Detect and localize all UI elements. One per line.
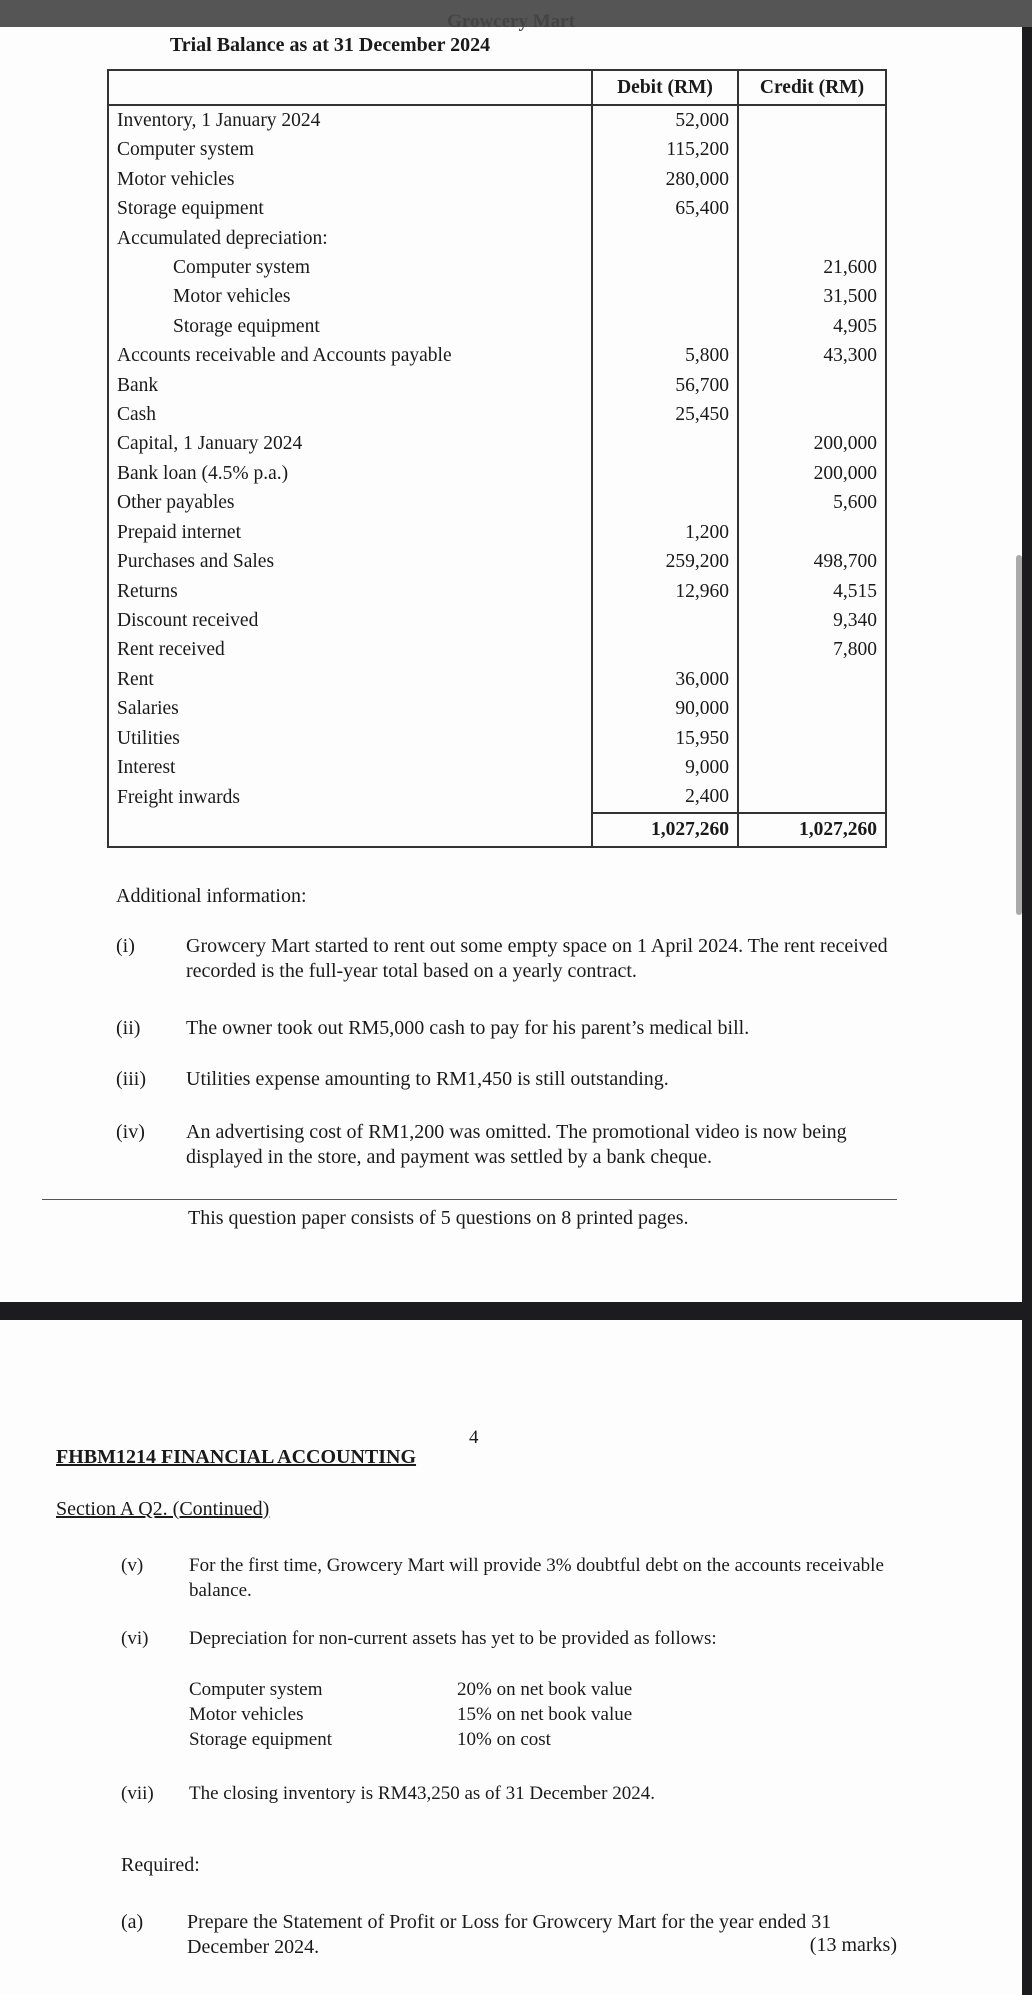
depreciation-rate: 20% on net book value — [457, 1679, 633, 1700]
credit-value — [738, 105, 886, 135]
page-footer: This question paper consists of 5 questions on 8 printed pages. — [188, 1207, 689, 1229]
account-name: Accounts receivable and Accounts payable — [108, 341, 592, 370]
debit-value: 259,200 — [592, 547, 738, 576]
table-row — [108, 488, 886, 517]
account-name: Cash — [108, 400, 592, 429]
debit-value: 56,700 — [592, 371, 738, 400]
account-name: Accumulated depreciation: — [108, 224, 592, 253]
account-name: Storage equipment — [108, 194, 592, 223]
table-row — [108, 518, 886, 547]
info-item-number: (vii) — [121, 1783, 154, 1804]
table-row — [108, 282, 886, 311]
header-account — [108, 70, 592, 105]
debit-value — [592, 459, 738, 488]
credit-value — [738, 665, 886, 694]
table-row — [108, 429, 886, 458]
table-row — [108, 165, 886, 194]
table-row — [108, 194, 886, 223]
depreciation-rate: 10% on cost — [457, 1729, 551, 1750]
info-item-text: Growcery Mart started to rent out some empty space on 1 April 2024. The rent received recorded is the full-year total based on a yearly contract. — [186, 935, 888, 982]
depreciation-row — [189, 1727, 551, 1752]
depreciation-row — [189, 1677, 633, 1702]
table-header-row — [108, 70, 886, 105]
debit-value — [592, 635, 738, 664]
credit-value — [738, 194, 886, 223]
depreciation-row — [189, 1702, 633, 1727]
debit-value: 36,000 — [592, 665, 738, 694]
account-name: Other payables — [108, 488, 592, 517]
account-name: Discount received — [108, 606, 592, 635]
debit-value — [592, 488, 738, 517]
account-name: Salaries — [108, 694, 592, 723]
debit-value: 65,400 — [592, 194, 738, 223]
credit-value: 4,905 — [833, 315, 877, 337]
required-heading: Required: — [121, 1854, 200, 1876]
info-item-text: The closing inventory is RM43,250 as of 31 December 2024. — [189, 1783, 655, 1804]
debit-value: 280,000 — [592, 165, 738, 194]
table-row — [108, 135, 886, 164]
debit-value — [592, 312, 738, 341]
account-name: Motor vehicles — [108, 165, 592, 194]
account-name: Returns — [108, 577, 592, 606]
credit-value: 4,515 — [833, 580, 877, 602]
trial-balance-table — [107, 69, 887, 848]
table-row — [108, 547, 886, 576]
account-name: Freight inwards — [108, 782, 592, 812]
account-name: Utilities — [108, 724, 592, 753]
info-item-number: (vi) — [121, 1628, 149, 1649]
credit-value — [738, 753, 886, 782]
credit-value — [738, 165, 886, 194]
debit-value — [592, 282, 738, 311]
document-page-3 — [0, 11, 1022, 1302]
depreciation-asset: Storage equipment — [189, 1729, 332, 1750]
table-row — [108, 694, 886, 723]
debit-value — [592, 224, 738, 253]
total-credit: 1,027,260 — [738, 813, 886, 847]
table-row — [108, 312, 886, 341]
table-row — [108, 665, 886, 694]
debit-value: 5,800 — [592, 341, 738, 370]
required-item-number: (a) — [121, 1911, 144, 1933]
credit-value — [738, 224, 886, 253]
account-name: Inventory, 1 January 2024 — [108, 105, 592, 135]
info-item-number: (iii) — [116, 1068, 146, 1090]
total-debit: 1,027,260 — [592, 813, 738, 847]
credit-value: 200,000 — [813, 433, 877, 455]
account-name: Purchases and Sales — [108, 547, 592, 576]
course-title: FHBM1214 FINANCIAL ACCOUNTING — [56, 1446, 417, 1468]
debit-value: 12,960 — [592, 577, 738, 606]
credit-value: 43,300 — [823, 345, 877, 367]
account-name: Computer system — [108, 135, 592, 164]
debit-value: 52,000 — [592, 105, 738, 135]
debit-value: 2,400 — [592, 782, 738, 812]
credit-value: 21,600 — [823, 257, 877, 279]
table-row — [108, 724, 886, 753]
table-row — [108, 753, 886, 782]
scrollbar-thumb[interactable] — [1016, 555, 1022, 915]
credit-value — [738, 135, 886, 164]
header-credit: Credit (RM) — [738, 70, 886, 105]
account-name: Bank — [108, 371, 592, 400]
table-row — [108, 224, 886, 253]
credit-value: 5,600 — [833, 492, 877, 514]
credit-value: 498,700 — [813, 551, 877, 573]
debit-value — [592, 253, 738, 282]
footer-divider — [42, 1199, 897, 1200]
credit-value — [738, 400, 886, 429]
info-item-text: Utilities expense amounting to RM1,450 is still outstanding. — [186, 1068, 669, 1090]
credit-value: 7,800 — [833, 639, 877, 661]
debit-value — [592, 606, 738, 635]
account-name: Interest — [108, 753, 592, 782]
info-item-number: (i) — [116, 935, 135, 957]
table-row — [108, 577, 886, 606]
required-item-text: Prepare the Statement of Profit or Loss for Growcery Mart for the year ended 31 December 2024. — [187, 1911, 832, 1958]
page-number: 4 — [469, 1427, 479, 1448]
table-row — [108, 341, 886, 370]
table-row — [108, 371, 886, 400]
header-debit: Debit (RM) — [592, 70, 738, 105]
table-total-row — [108, 813, 886, 847]
credit-value: 200,000 — [813, 462, 877, 484]
table-row — [108, 635, 886, 664]
total-label — [108, 813, 592, 847]
table-row — [108, 253, 886, 282]
account-name: Prepaid internet — [108, 518, 592, 547]
marks-label: (13 marks) — [809, 1934, 897, 1956]
info-item-text: For the first time, Growcery Mart will provide 3% doubtful debt on the accounts receivable balance. — [189, 1555, 884, 1601]
info-item-number: (v) — [121, 1555, 144, 1576]
additional-info-heading: Additional information: — [116, 885, 307, 907]
credit-value — [738, 782, 886, 812]
debit-value: 15,950 — [592, 724, 738, 753]
credit-value — [738, 694, 886, 723]
debit-value: 115,200 — [592, 135, 738, 164]
debit-value: 9,000 — [592, 753, 738, 782]
table-row — [108, 782, 886, 812]
debit-value — [592, 429, 738, 458]
table-row — [108, 400, 886, 429]
section-heading: Section A Q2. (Continued) — [56, 1498, 270, 1520]
account-name: Capital, 1 January 2024 — [108, 429, 592, 458]
credit-value — [738, 518, 886, 547]
credit-value: 9,340 — [833, 609, 877, 631]
debit-value: 25,450 — [592, 400, 738, 429]
account-name: Rent — [108, 665, 592, 694]
depreciation-rate: 15% on net book value — [457, 1704, 633, 1725]
info-item-text: An advertising cost of RM1,200 was omitted. The promotional video is now being displayed in the store, and payment was settled by a bank cheque. — [186, 1121, 847, 1168]
document-page-4 — [0, 1320, 1022, 1995]
account-name: Rent received — [108, 635, 592, 664]
trial-balance-title: Trial Balance as at 31 December 2024 — [169, 34, 491, 56]
table-row — [108, 105, 886, 135]
account-name: Motor vehicles — [108, 282, 592, 311]
account-name: Storage equipment — [108, 312, 592, 341]
credit-value — [738, 371, 886, 400]
account-name: Bank loan (4.5% p.a.) — [108, 459, 592, 488]
debit-value: 90,000 — [592, 694, 738, 723]
company-name-cut: Growcery Mart — [447, 11, 575, 32]
info-item-text: The owner took out RM5,000 cash to pay for his parent’s medical bill. — [186, 1017, 750, 1039]
table-row — [108, 459, 886, 488]
credit-value — [738, 724, 886, 753]
info-item-text: Depreciation for non-current assets has yet to be provided as follows: — [189, 1628, 717, 1649]
table-row — [108, 606, 886, 635]
debit-value: 1,200 — [592, 518, 738, 547]
depreciation-asset: Computer system — [189, 1679, 323, 1700]
info-item-number: (iv) — [116, 1121, 145, 1143]
depreciation-asset: Motor vehicles — [189, 1704, 304, 1725]
account-name: Computer system — [108, 253, 592, 282]
credit-value: 31,500 — [823, 286, 877, 308]
info-item-number: (ii) — [116, 1017, 141, 1039]
